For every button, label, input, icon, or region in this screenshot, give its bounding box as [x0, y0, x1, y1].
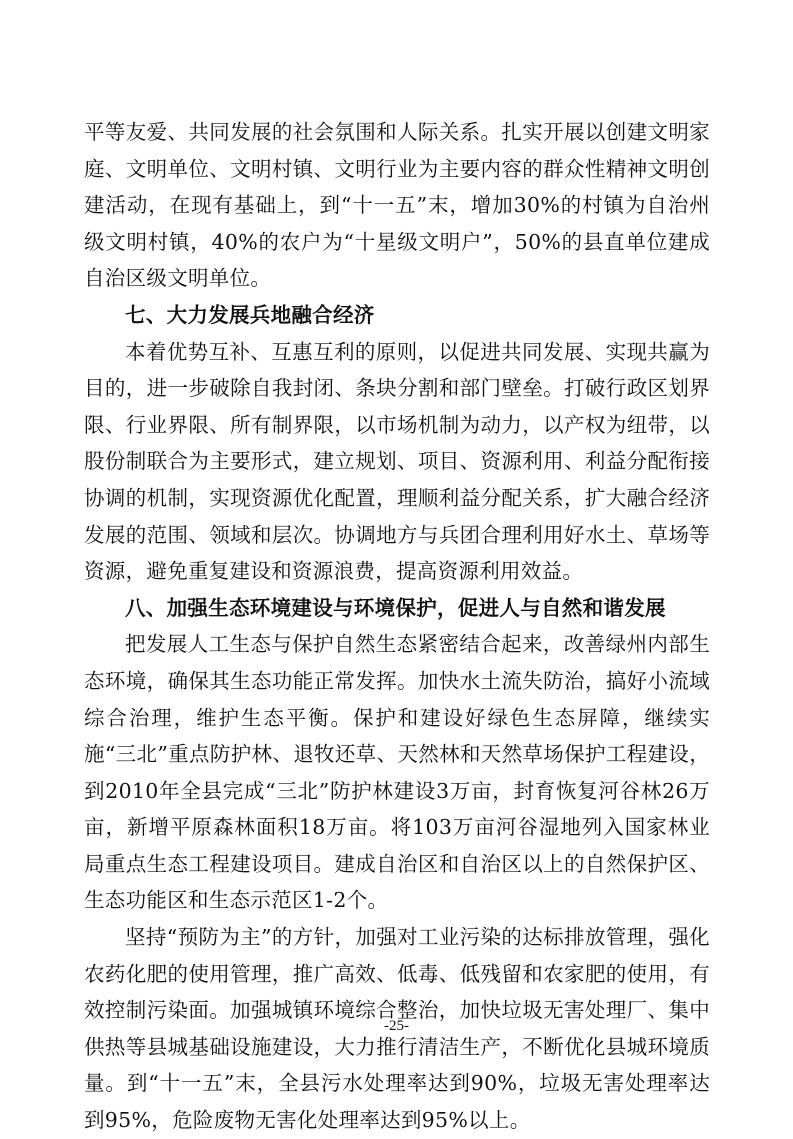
paragraph-pollution-control: 坚持“预防为主”的方针，加强对工业污染的达标排放管理，强化农药化肥的使用管理，推广高效、低毒、低残留和农家肥的使用，有效控制污染面。加强城镇环境综合整治，加快垃圾无害处理厂、集中供热等县城基础设施建设，大力推行清洁生产，不断优化县城环境质量。到“十一五”末，全县污水处理率达到90%，垃圾无害处理率达到95%，危险废物无害化处理率达到95%以上。 [84, 925, 710, 1133]
document-body [84, 114, 710, 1139]
paragraph-integrated-economy: 本着优势互补、互惠互利的原则，以促进共同发展、实现共赢为目的，进一步破除自我封闭、条块分割和部门壁垒。打破行政区划界限、行业界限、所有制界限，以市场机制为动力，以产权为纽带，以股份制联合为主要形式，建立规划、项目、资源利用、利益分配衔接协调的机制，实现资源优化配置，理顺利益分配关系，扩大融合经济发展的范围、领域和层次。协调地方与兵团合理利用好水土、草场等资源，避免重复建设和资源浪费，提高资源利用效益。 [84, 339, 710, 584]
section-heading-7: 七、大力发展兵地融合经济 [125, 302, 375, 327]
paragraph-ecology: 把发展人工生态与保护自然生态紧密结合起来，改善绿州内部生态环境，确保其生态功能正常发挥。加快水土流失防治，搞好小流域综合治理，维护生态平衡。保护和建设好绿色生态屏障，继续实施“三北”重点防护林、退牧还草、天然林和天然草场保护工程建设，到2010年全县完成“三北”防护林建设3万亩，封育恢复河谷林26万亩，新增平原森林面积18万亩。将103万亩河谷湿地列入国家林业局重点生态工程建设项目。建成自治区和自治区以上的自然保护区、生态功能区和生态示范区1-2个。 [84, 632, 710, 913]
section-heading-8: 八、加强生态环境建设与环境保护，促进人与自然和谐发展 [125, 595, 666, 620]
paragraph-civilization: 平等友爱、共同发展的社会氛围和人际关系。扎实开展以创建文明家庭、文明单位、文明村镇、文明行业为主要内容的群众性精神文明创建活动，在现有基础上，到“十一五”末，增加30%的村镇为自治州级文明村镇，40%的农户为“十星级文明户”，50%的县直单位建成自治区级文明单位。 [84, 120, 710, 291]
page-number: -25- [384, 1018, 409, 1034]
